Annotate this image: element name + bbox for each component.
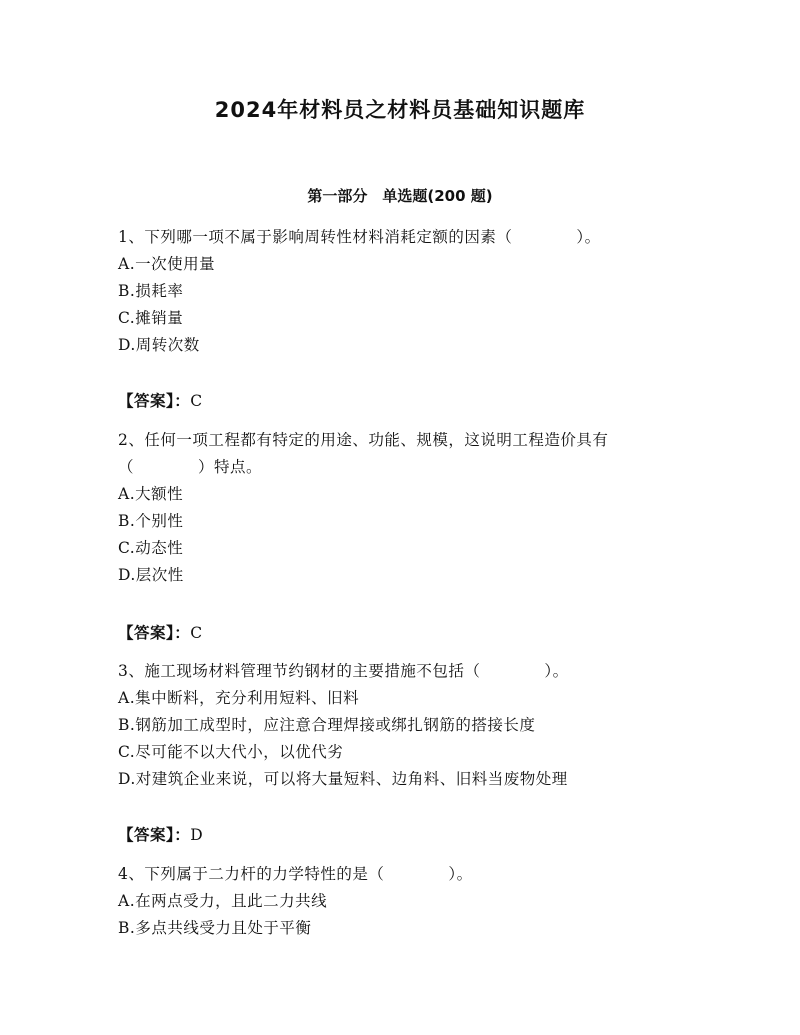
question-1 [118,224,698,359]
option-c: C.摊销量 [118,309,184,327]
answer-label: 【答案】： [118,826,191,844]
answer-value: C [190,392,203,410]
answer-label: 【答案】： [118,392,191,410]
question-stem: 3、施工现场材料管理节约钢材的主要措施不包括（ ）。 [118,662,569,680]
question-4 [118,861,698,942]
answer-label: 【答案】： [118,624,191,642]
option-b: B.钢筋加工成型时，应注意合理焊接或绑扎钢筋的搭接长度 [118,716,536,734]
option-b: B.损耗率 [118,282,184,300]
option-d: D.周转次数 [118,336,200,354]
answer-1 [118,389,203,411]
option-d: D.对建筑企业来说，可以将大量短料、边角料、旧料当废物处理 [118,770,568,788]
option-b: B.个别性 [118,512,184,530]
question-2 [118,427,678,589]
answer-value: D [190,826,204,844]
option-c: C.动态性 [118,539,184,557]
option-a: A.在两点受力，且此二力共线 [118,892,328,910]
answer-value: C [190,624,203,642]
question-stem: 4、下列属于二力杆的力学特性的是（ ）。 [118,865,473,883]
answer-2 [118,621,203,643]
section-heading: 第一部分 单选题(200 题) [307,187,493,205]
question-3 [118,658,698,793]
option-c: C.尽可能不以大代小，以优代劣 [118,743,344,761]
option-d: D.层次性 [118,566,184,584]
option-a: A.一次使用量 [118,255,216,273]
option-b: B.多点共线受力且处于平衡 [118,919,312,937]
option-a: A.大额性 [118,485,184,503]
option-a: A.集中断料，充分利用短料、旧料 [118,689,360,707]
question-stem: 1、下列哪一项不属于影响周转性材料消耗定额的因素（ ）。 [118,228,601,246]
question-stem: 2、任何一项工程都有特定的用途、功能、规模，这说明工程造价具有（ ）特点。 [118,431,609,476]
document-title: 2024年材料员之材料员基础知识题库 [214,98,586,122]
answer-3 [118,823,203,845]
